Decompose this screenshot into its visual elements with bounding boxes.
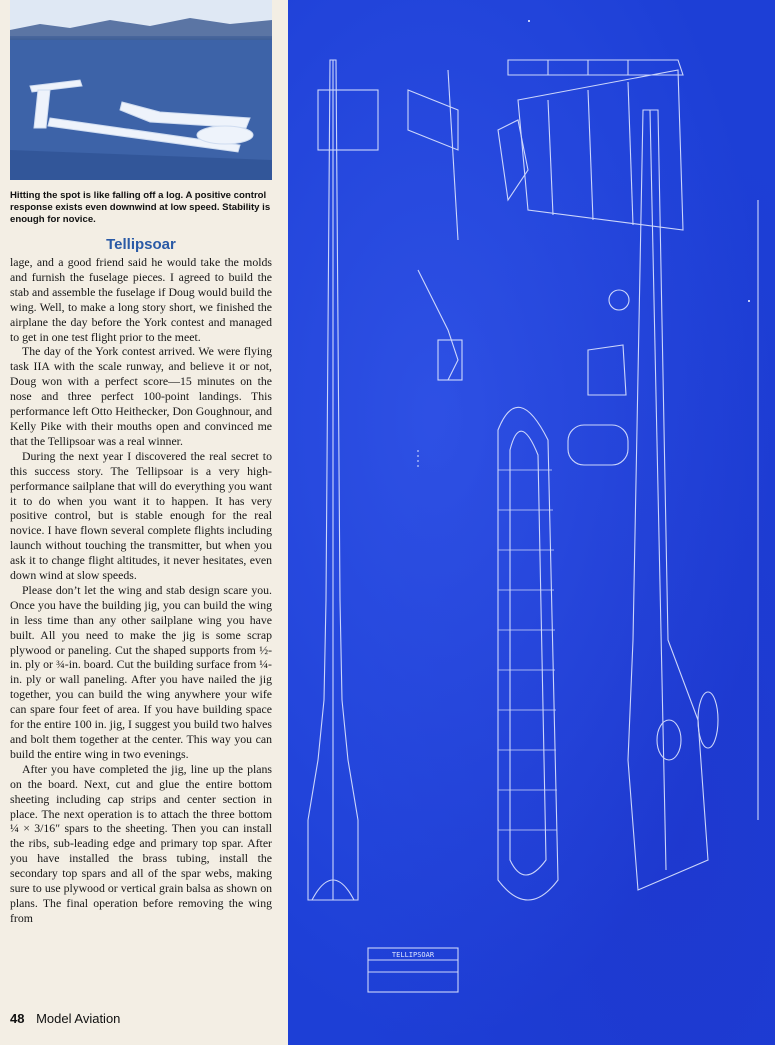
- photo-caption: Hitting the spot is like falling off a log. A positive control response exists even downwind at low speed. Stability is enough for novice.: [10, 190, 271, 225]
- article-heading: Tellipsoar: [106, 236, 176, 253]
- sailplane-photo: [10, 0, 272, 180]
- plan-title: TELLIPSOAR: [391, 951, 435, 959]
- page-footer: [10, 1011, 272, 1026]
- page-number: 48: [10, 1011, 25, 1026]
- paragraph: The day of the York contest arrived. We were flying task IIA with the scale runway, and believe it or not, Doug won with a perfect score—15 minutes on the nose and three perfect 100-point landings. This performance left Otto Heithecker, Don Goughnour, and Kelly Pike with their mouths open and convinced me that the Tellipsoar was a real winner.: [10, 344, 272, 448]
- paragraph: During the next year I discovered the real secret to this success story. The Tellipsoar is a very high-performance sailplane that will do everything you want it to do when you want it to happen. It has very positive control, but is stable enough for the real novice. I have flown several complete flights including launch without touching the transmitter, but when you ask it to change flight altitudes, it never hesitates, even down wind at slow speeds.: [10, 448, 272, 583]
- text-column: [10, 0, 280, 1045]
- plan-drawing: [288, 0, 775, 1045]
- article-body: [10, 255, 272, 926]
- magazine-name: Model Aviation: [36, 1011, 121, 1026]
- paragraph: Please don’t let the wing and stab design scare you. Once you have the building jig, you can build the wing in less time than any other sailplane wing you have built. All you need to make the jig is some scrap plywood or paneling. Cut the shaped supports from ½-in. ply or ¾-in. board. Cut the building surface from ¼-in. ply or wall paneling. After you have nailed the jig together, you can build the wing anywhere your wife can spare four feet of area. If you have building space for the entire 100 in. jig, I suggest you build two halves and bolt them together at the center. This way you can build the entire wing in two evenings.: [10, 582, 272, 761]
- blueprint-plans: [288, 0, 775, 1045]
- paragraph: After you have completed the jig, line up the plans on the board. Next, cut and glue the entire bottom sheeting including cap strips and center section in place. The next operation is to attach the three bottom ¼ × 3/16″ spars to the sheeting. Then you can install the ribs, sub-leading edge and primary top spar. After you have installed the brass tubing, install the secondary top spars and all of the spar webs, making sure to use plywood or vertical grain balsa as shown on plans. The final operation before removing the wing from: [10, 761, 272, 925]
- photo-illustration: [10, 0, 272, 180]
- paragraph: lage, and a good friend said he would take the molds and furnish the fuselage pieces. I agreed to build the stab and assemble the fuselage if Doug would build the wing. Well, to make a long story short, we finished the airplane the day before the York contest and managed to get in one test flight prior to the meet.: [10, 255, 272, 344]
